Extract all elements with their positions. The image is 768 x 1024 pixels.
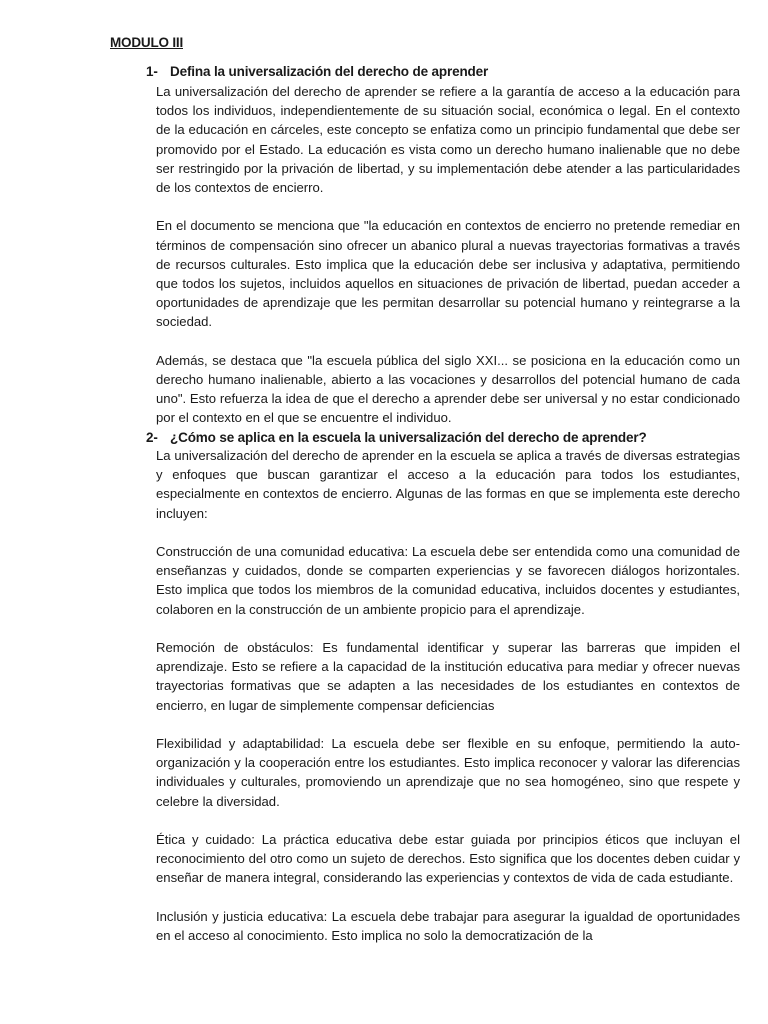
module-title: MODULO III bbox=[110, 35, 183, 50]
answer-2-paragraph: Inclusión y justicia educativa: La escuela debe trabajar para asegurar la igualdad de oportunidades en el acceso al conocimiento. Esto implica no solo la democratización de la bbox=[156, 908, 740, 943]
answer-1-paragraph: En el documento se menciona que "la educación en contextos de encierro no pretende remediar en términos de compensación sino ofrecer un abanico plural a nuevas trayectorias formativas a través de recursos culturales. Esto implica que la educación debe ser inclusiva y adaptativa, permitiendo que todos los sujetos, incluidos aquellos en situaciones de privación de libertad, puedan acceder a oportunidades de aprendizaje que les permitan desarrollar su potencial humano y reintegrarse a la sociedad. bbox=[156, 218, 740, 330]
question-1-title: Defina la universalización del derecho de aprender bbox=[170, 64, 489, 79]
question-2-heading bbox=[146, 430, 647, 445]
answer-1-paragraph: La universalización del derecho de aprender se refiere a la garantía de acceso a la educación para todos los individuos, independientemente de su situación social, económica o legal. En el contexto de la educación en cárceles, este concepto se enfatiza como un principio fundamental que debe ser promovido por el Estado. La educación es vista como un derecho humano inalienable que no debe ser restringido por la privación de libertad, y su implementación debe atender a las particularidades de los contextos de encierro. bbox=[156, 84, 740, 196]
answer-1-paragraph: Además, se destaca que "la escuela pública del siglo XXI... se posiciona en la educación como un derecho humano inalienable, abierto a las vocaciones y desarrollos del potencial humano de cada uno". Esto refuerza la idea de que el derecho a aprender debe ser universal y no estar condicionado por el contexto en el que se encuentre el individuo. bbox=[156, 352, 740, 426]
answer-2-paragraph: Construcción de una comunidad educativa: La escuela debe ser entendida como una comunidad de enseñanzas y cuidados, donde se comparten experiencias y se favorecen diálogos horizontales. Esto implica que todos los miembros de la comunidad educativa, incluidos docentes y estudiantes, colaboren en la construcción de un ambiente propicio para el aprendizaje. bbox=[156, 544, 740, 617]
answer-1-body bbox=[156, 82, 740, 447]
question-1-heading bbox=[146, 64, 488, 79]
answer-2-paragraph: Ética y cuidado: La práctica educativa debe estar guiada por principios éticos que incluyan el reconocimiento del otro como un sujeto de derechos. Esto significa que los docentes deben cuidar y enseñar de manera integral, considerando las experiencias y contextos de vida de cada estudiante. bbox=[156, 832, 740, 886]
answer-2-paragraph: Flexibilidad y adaptabilidad: La escuela debe ser flexible en su enfoque, permitiendo la auto-organización y la cooperación entre los estudiantes. Esto implica reconocer y valorar las diferencias individuales y culturales, promoviendo un aprendizaje que no sea homogéneo, sino que respete y celebre la diversidad. bbox=[156, 736, 740, 809]
answer-2-body bbox=[156, 446, 740, 964]
question-1-number: 1- bbox=[146, 64, 158, 79]
question-2-number: 2- bbox=[146, 430, 158, 445]
answer-2-paragraph: Remoción de obstáculos: Es fundamental identificar y superar las barreras que impiden el aprendizaje. Esto se refiere a la capacidad de la institución educativa para mediar y ofrecer nuevas trayectorias formativas que se adapten a las necesidades de los estudiantes en contextos de encierro, en lugar de simplemente compensar deficiencias bbox=[156, 640, 740, 713]
answer-2-paragraph: La universalización del derecho de aprender en la escuela se aplica a través de diversas estrategias y enfoques que buscan garantizar el acceso a la educación para todos los estudiantes, especialmente en contextos de encierro. Algunas de las formas en que se implementa este derecho incluyen: bbox=[156, 448, 740, 521]
question-2-title: ¿Cómo se aplica en la escuela la universalización del derecho de aprender? bbox=[170, 430, 647, 445]
